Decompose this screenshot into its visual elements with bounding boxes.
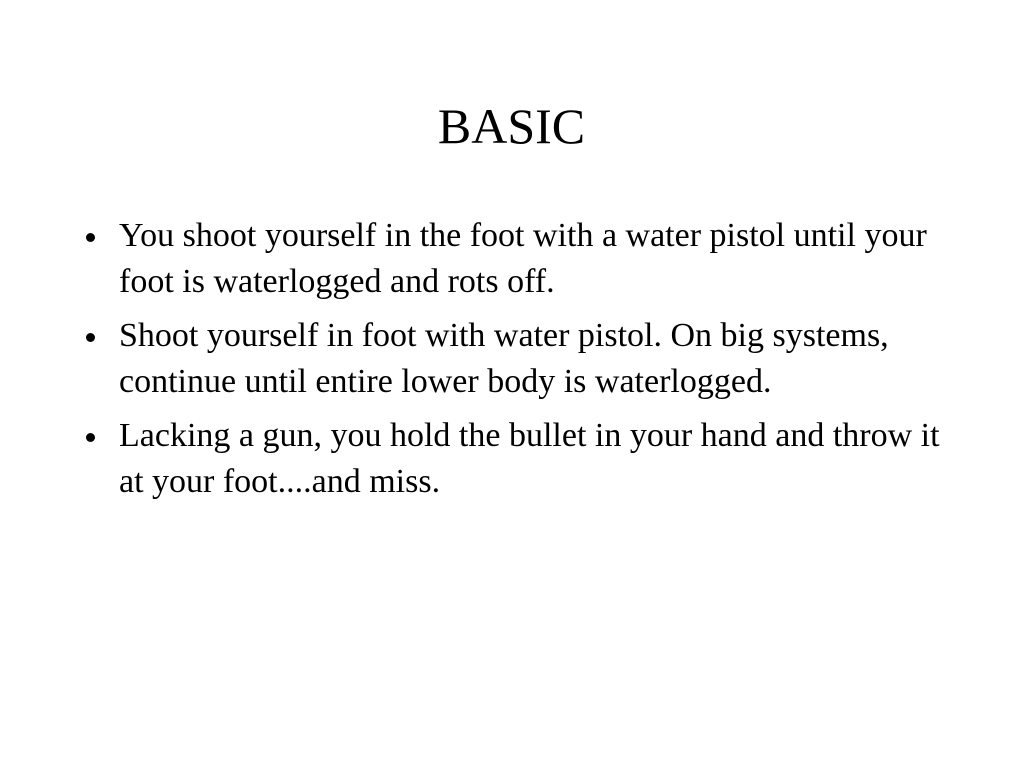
bullet-text: Lacking a gun, you hold the bullet in your hand and throw it at your foot....and miss. [119, 417, 940, 500]
bullet-list [86, 213, 966, 513]
bullet-text: Shoot yourself in foot with water pistol. On big systems, continue until entire lower body is waterlogged. [119, 317, 889, 400]
bullet-text: You shoot yourself in the foot with a water pistol until your foot is waterlogged and rots off. [119, 217, 927, 300]
bullet-dot-icon [86, 233, 95, 242]
bullet-item [86, 213, 966, 305]
bullet-item [86, 413, 966, 505]
bullet-item [86, 313, 966, 405]
bullet-dot-icon [86, 333, 95, 342]
bullet-dot-icon [86, 433, 95, 442]
slide-title: BASIC [437, 98, 586, 154]
